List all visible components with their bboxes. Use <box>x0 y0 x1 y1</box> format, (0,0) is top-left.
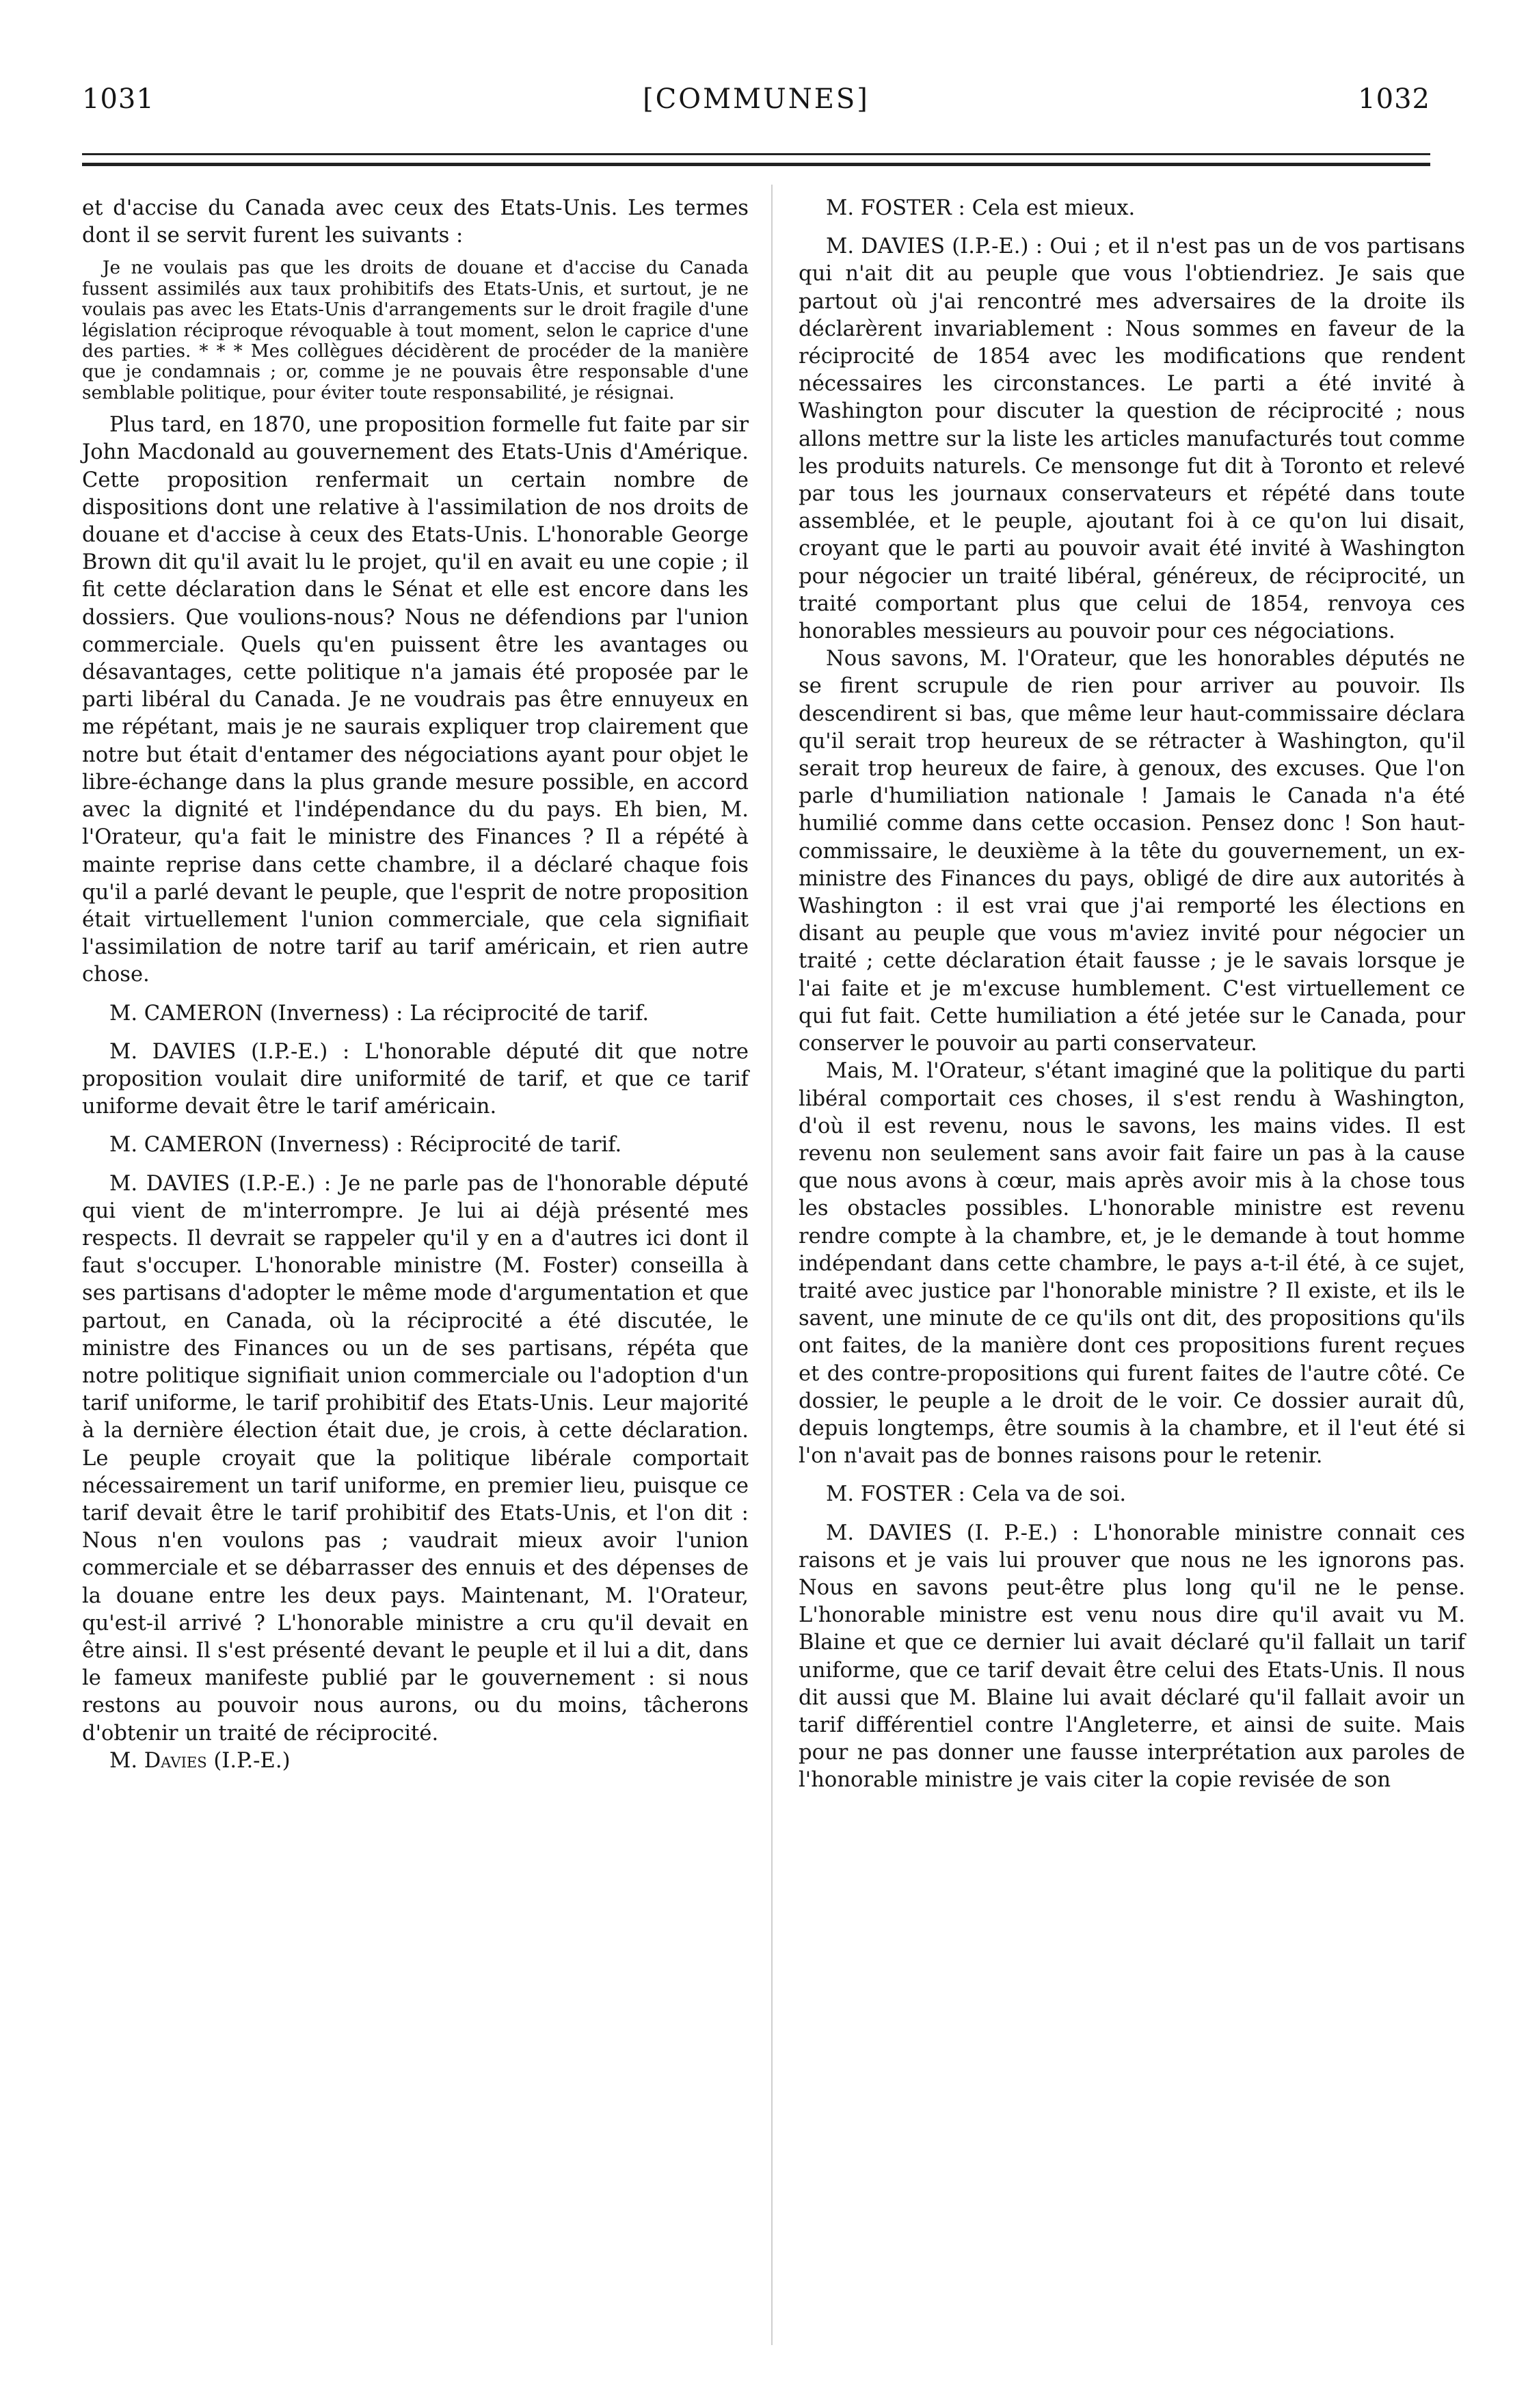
speaker-paragraph: M. FOSTER : Cela est mieux. <box>826 196 1136 220</box>
speaker-paragraph: M. FOSTER : Cela va de soi. <box>826 1482 1127 1507</box>
right-page-number: 1032 <box>1358 83 1430 115</box>
speaker-paragraph: M. DAVIES (I.P.-E.) : Oui ; et il n'est pas un de vos partisans qui n'ait dit au peuple que vous l'obtiendriez. Je sais que partout où j'ai rencontré mes adversaires de la droite ils déclarèrent invariablement : Nous sommes en faveur de la réciprocité de 1854 avec les modifications que rendent nécessaires les circonstances. Le parti a été invité à Washington pour discuter la question de réciprocité ; nous allons mettre sur la liste les articles manufacturés tout comme les produits naturels. Ce mensonge fut dit à Toronto et relevé par tous les journaux conservateurs et répété dans toute assemblée, et le peuple, ajoutant foi à ce qu'on lui disait, croyant que le parti au pouvoir avait été invité à Washington pour négocier un traité libéral, généreux, de réciprocité, un traité comportant plus que celui de 1854, renvoya ces honorables messieurs au pouvoir pour ces négociations. <box>799 235 1465 644</box>
speaker-paragraph: M. CAMERON (Inverness) : La réciprocité de tarif. <box>109 1001 650 1026</box>
right-column <box>799 195 1465 1795</box>
column-separator <box>771 185 773 2345</box>
speaker-paragraph: M. DAVIES (I.P.-E.) : Je ne parle pas de l'honorable député qui vient de m'interrompre. Je lui ai déjà présenté mes respects. Il devrait se rappeler qu'il y en a d'autres ici dont il faut s'occuper. L'honorable ministre (M. Foster) conseilla à ses partisans d'adopter le même mode d'argumentation et que partout, en Canada, où la réciprocité a été discutée, le ministre des Finances ou un de ses partisans, répéta que notre politique signifiait union commerciale ou l'adoption d'un tarif uniforme, le tarif prohibitif des Etats-Unis. Leur majorité à la dernière élection était due, je crois, à cette déclaration. Le peuple croyait que la politique libérale comportait nécessairement un tarif uniforme, en premier lieu, puisque ce tarif devait être le tarif prohibitif des Etats-Unis, et l'on dit : Nous n'en voulons pas ; vaudrait mieux avoir l'union commerciale et se débarrasser des ennuis et des dépenses de la douane entre les deux pays. Maintenant, M. l'Orateur, qu'est-il arrivé ? L'honorable ministre a cru qu'il devait en être ainsi. Il s'est présenté devant le peuple et il lui a dit, dans le fameux manifeste publié par le gouvernement : si nous restons au pouvoir nous aurons, ou du moins, tâcherons d'obtenir un traité de réciprocité. <box>82 1171 749 1745</box>
column-footer-speaker: M. Davies (I.P.-E.) <box>109 1748 291 1773</box>
header-rule-bottom <box>82 163 1430 166</box>
paragraph: Plus tard, en 1870, une proposition formelle fut faite par sir John Macdonald au gouvernement des Etats-Unis d'Amérique. Cette proposition renfermait un certain nombre de dispositions dont une relative à l'assimilation de nos droits de douane et d'accise à ceux des Etats-Unis. L'honorable George Brown dit qu'il avait lu le projet, qu'il en avait eu une copie ; il fit cette déclaration dans le Sénat et elle est encore dans les dossiers. Que voulions-nous? Nous ne défendions par l'union commerciale. Quels qu'en puissent être les avantages ou désavantages, cette politique n'a jamais été proposée par le parti libéral du Canada. Je ne voudrais pas être ennuyeux en me répétant, mais je ne saurais expliquer trop clairement que notre but était d'entamer des négociations ayant pour objet le libre-échange dans la plus grande mesure possible, en accord avec la dignité et l'indépendance du du pays. Eh bien, M. l'Orateur, qu'a fait le ministre des Finances ? Il a répété à mainte reprise dans cette chambre, il a déclaré chaque fois qu'il a parlé devant le peuple, que l'esprit de notre proposition était virtuellement l'union commerciale, que cela signifiait l'assimilation de notre tarif au tarif américain, et rien autre chose. <box>82 413 749 987</box>
left-column <box>82 195 749 1775</box>
speaker-paragraph: M. DAVIES (I. P.-E.) : L'honorable ministre connait ces raisons et je vais lui prouver que nous ne les ignorons pas. Nous en savons peut-être plus long qu'il ne le pense. L'honorable ministre est venu nous dire qu'il avait vu M. Blaine et que ce dernier lui avait déclaré qu'il fallait un tarif uniforme, que ce tarif devait être celui des Etats-Unis. Il nous dit aussi que M. Blaine lui avait déclaré qu'il fallait avoir un tarif différentiel contre l'Angleterre, et ainsi de suite. Mais pour ne pas donner une fausse interprétation aux paroles de l'honorable ministre je vais citer la copie revisée de son <box>799 1521 1465 1793</box>
paragraph-continued: et d'accise du Canada avec ceux des Etats-Unis. Les termes dont il se servit furent les suivants : <box>82 196 749 248</box>
running-title: [COMMUNES] <box>643 83 870 115</box>
speaker-paragraph: M. DAVIES (I.P.-E.) : L'honorable député dit que notre proposition voulait dire uniformité de tarif, et que ce tarif uniforme devait être le tarif américain. <box>82 1039 749 1119</box>
paragraph: Nous savons, M. l'Orateur, que les honorables députés ne se firent scrupule de rien pour arriver au pouvoir. Ils descendirent si bas, que même leur haut-commissaire déclara qu'il serait trop heureux de se rétracter à Washington, qu'il serait trop heureux de faire, à genoux, des excuses. Que l'on parle d'humiliation nationale ! Jamais le Canada n'a été humilié comme dans cette occasion. Pensez donc ! Son haut-commissaire, le deuxième à la tête du gouvernement, un ex-ministre des Finances du pays, obligé de dire aux autorités à Washington : il est vrai que j'ai remporté les élections en disant au peuple que vous m'aviez invité pour négocier un traité ; cette déclaration était fausse ; je le savais lorsque je l'ai faite et je m'excuse humblement. C'est virtuellement ce qui fut fait. Cette humiliation a été jetée sur le Canada, pour conserver le pouvoir au parti conservateur. <box>799 647 1465 1056</box>
quote-text: Je ne voulais pas que les droits de douane et d'accise du Canada fussent assimilés aux taux prohibitifs des Etats-Unis, et surtout, je ne voulais pas avec les Etats-Unis d'arrangements sur le droit fragile d'une législation réciproque révoquable à tout moment, selon le caprice d'une des parties. * * * Mes collègues décidèrent de procéder de la manière que je condamnais ; or, comme je ne pouvais être responsable d'une semblable politique, pour éviter toute responsabilité, je résignai. <box>82 258 749 403</box>
speaker-paragraph: M. CAMERON (Inverness) : Réciprocité de tarif. <box>109 1133 622 1158</box>
block-quote <box>82 258 749 403</box>
header-rule-top <box>82 153 1430 155</box>
paragraph: Mais, M. l'Orateur, s'étant imaginé que la politique du parti libéral comportait ces choses, il s'est rendu à Washington, d'où il est revenu, nous le savons, les mains vides. Il est revenu non seulement sans avoir fait faire un pas à la cause que nous avons à cœur, mais après avoir mis à la chose tous les obstacles possibles. L'honorable ministre est revenu rendre compte à la chambre, et, je le demande à tout homme indépendant dans cette chambre, le pays a-t-il été, à ce sujet, traité avec justice par l'honorable ministre ? Il existe, et ils le savent, une minute de ce qu'ils ont dit, des propositions qu'ils ont faites, de la manière dont ces propositions furent reçues et des contre-propositions qui furent faites de l'autre côté. Ce dossier, le peuple a le droit de le voir. Ce dossier aurait dû, depuis longtemps, être soumis à la chambre, et il l'eut été si l'on n'avait pas de bonnes raisons pour le retenir. <box>799 1059 1465 1469</box>
left-page-number: 1031 <box>82 83 155 115</box>
page-header <box>82 83 1430 131</box>
